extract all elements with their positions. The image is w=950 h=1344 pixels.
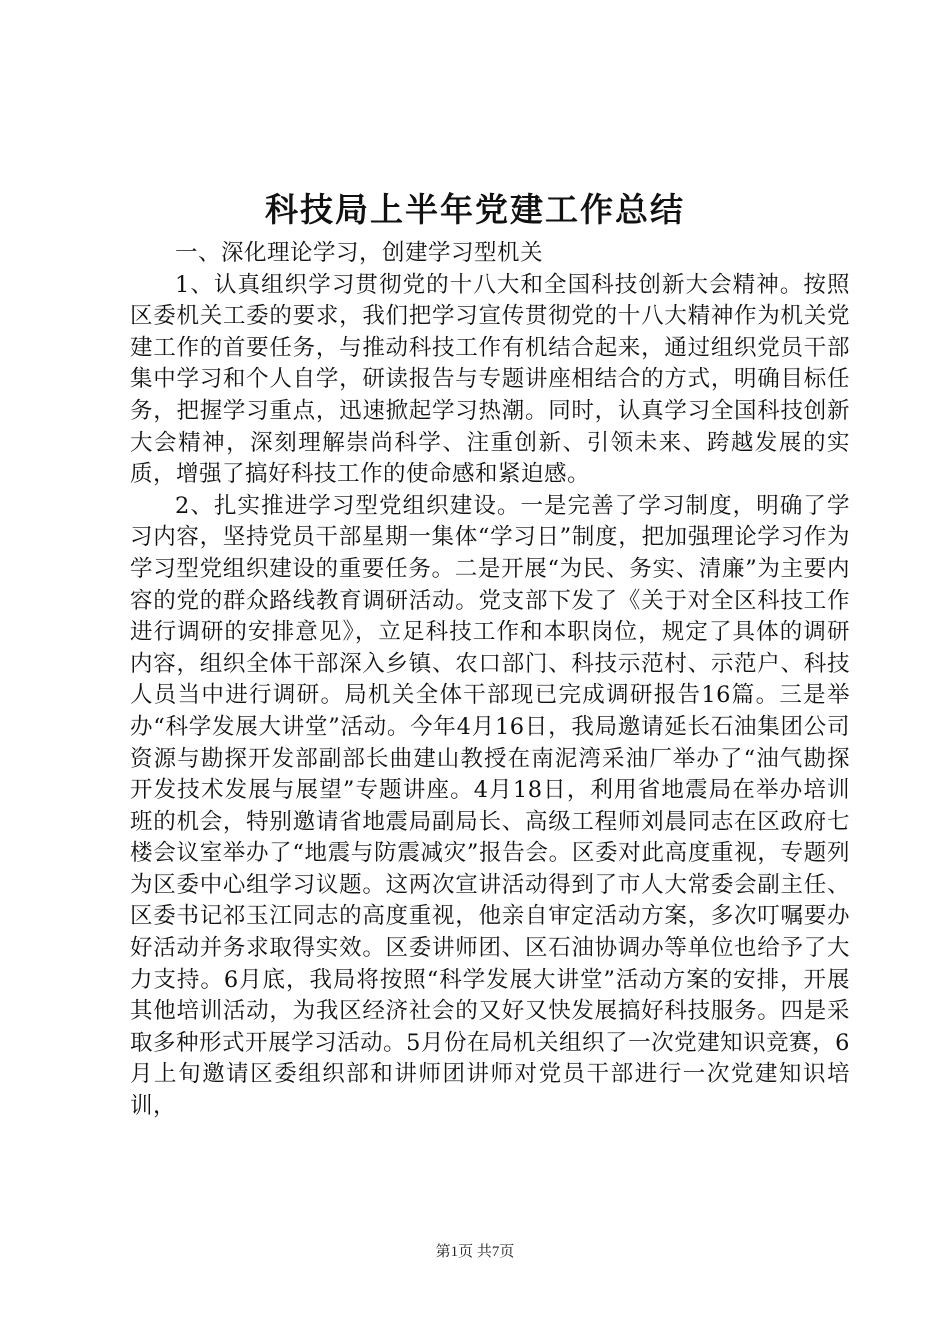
page-footer: 第1页 共7页 bbox=[435, 1244, 515, 1260]
paragraph-1: 1、认真组织学习贯彻党的十八大和全国科技创新大会精神。按照区委机关工委的要求，我们把学习宣传贯彻党的十八大精神作为机关党建工作的首要任务，与推动科技工作有机结合起来，通过组织党员干部集中学习和个人自学，研读报告与专题讲座相结合的方式，明确目标任务，把握学习重点，迅速掀起学习热潮。同时，认真学习全国科技创新大会精神，深刻理解崇尚科学、注重创新、引领未来、跨越发展的实质，增强了搞好科技工作的使命感和紧迫感。 bbox=[130, 271, 850, 488]
paragraph-2: 2、扎实推进学习型党组织建设。一是完善了学习制度，明确了学习内容，坚持党员干部星期一集体“学习日”制度，把加强理论学习作为学习型党组织建设的重要任务。二是开展“为民、务实、清廉”为主要内容的党的群众路线教育调研活动。党支部下发了《关于对全区科技工作进行调研的安排意见》，立足科技工作和本职岗位，规定了具体的调研内容，组织全体干部深入乡镇、农口部门、科技示范村、示范户、科技人员当中进行调研。局机关全体干部现已完成调研报告16篇。三是举办“科学发展大讲堂”活动。今年4月16日，我局邀请延长石油集团公司资源与勘探开发部副部长曲建山教授在南泥湾采油厂举办了“油气勘探开发技术发展与展望”专题讲座。4月18日，利用省地震局在举办培训班的机会，特别邀请省地震局副局长、高级工程师刘晨同志在区政府七楼会议室举办了“地震与防震减灾”报告会。区委对此高度重视，专题列为区委中心组学习议题。这两次宣讲活动得到了市人大常委会副主任、区委书记祁玉江同志的高度重视，他亲自审定活动方案，多次叮嘱要办好活动并务求取得实效。区委讲师团、区石油协调办等单位也给予了大力支持。6月底，我局将按照“科学发展大讲堂”活动方案的安排，开展其他培训活动，为我区经济社会的又好又快发展搞好科技服务。四是采取多种形式开展学习活动。5月份在局机关组织了一次党建知识竞赛，6月上旬邀请区委组织部和讲师团讲师对党员干部进行一次党建知识培训， bbox=[130, 492, 850, 1120]
document-body bbox=[130, 238, 850, 1123]
section-heading: 一、深化理论学习，创建学习型机关 bbox=[175, 240, 544, 266]
document-title: 科技局上半年党建工作总结 bbox=[265, 190, 685, 229]
